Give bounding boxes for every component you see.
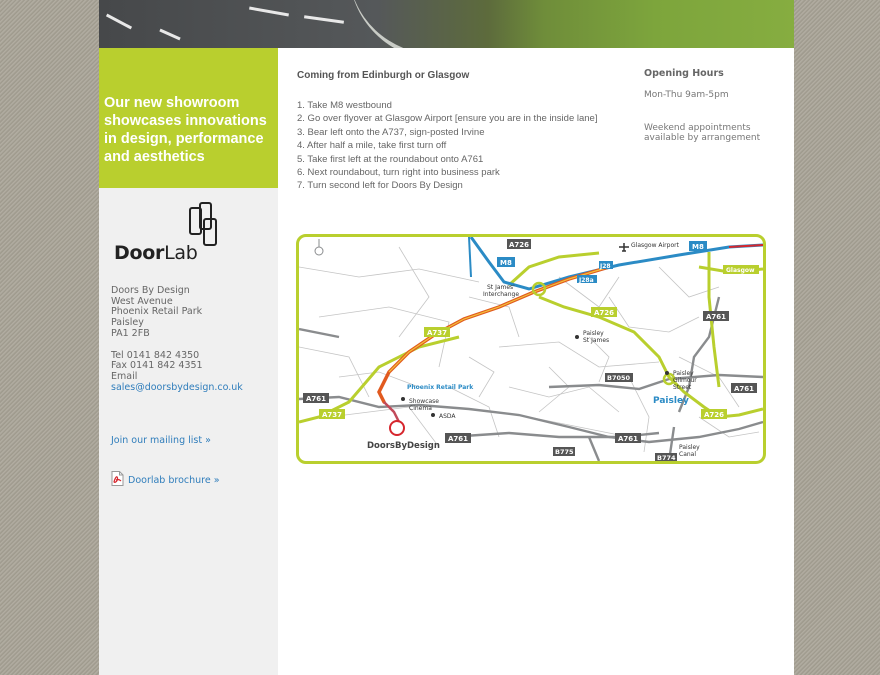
label-gilmour-1: Paisley [673,370,694,377]
label-phoenix: Phoenix Retail Park [407,384,474,391]
opening-hours [644,68,789,144]
svg-text:M8: M8 [500,259,512,267]
road-marking [106,14,132,30]
direction-step: 1. Take M8 westbound [297,100,392,111]
direction-step: 5. Take first left at the roundabout onto A761 [297,153,484,165]
label-m8-left [497,257,515,267]
label-a761-mid [445,433,471,443]
label-b7050 [605,373,633,382]
svg-text:A761: A761 [706,313,727,321]
svg-text:A726: A726 [509,241,530,249]
email-label: Email [111,370,138,382]
mailing-list-link[interactable]: Join our mailing list » [111,435,211,446]
svg-text:A761: A761 [306,395,327,403]
label-a726-top [507,239,531,249]
label-paisley: Paisley [653,396,689,406]
svg-text:Glasgow: Glasgow [726,267,755,274]
logo-word-light: Lab [164,242,198,264]
label-a761-right [731,383,757,393]
airport-icon [619,243,629,251]
label-j28a [577,275,597,284]
station-icon [401,397,405,401]
address-block [111,286,271,393]
label-brand: DoorsByDesign [367,441,440,451]
direction-step: 7. Turn second left for Doors By Design [297,180,463,192]
label-a761-right-top [703,311,729,321]
label-st-james-2: Interchange [483,291,520,298]
svg-text:A761: A761 [618,435,639,443]
hours-weekday: Mon-Thu 9am-5pm [644,90,729,100]
svg-text:A726: A726 [704,411,725,419]
label-showcase-2: Cinema [409,405,432,412]
road-marking [249,7,289,17]
svg-text:J28: J28 [600,263,611,270]
header-road-banner [99,0,794,48]
label-asda: ASDA [439,413,456,420]
fax: Fax 0141 842 4351 [111,360,203,372]
logo-word-bold: Door [114,242,165,264]
directions-title: Coming from Edinburgh or Glasgow [297,70,470,81]
svg-text:J28a: J28a [579,277,594,284]
tagline-panel [99,48,278,188]
address-line: Phoenix Retail Park [111,306,203,318]
label-a726-right [701,409,727,419]
tagline-text: Our new showroom showcases innovations in design, performance and aesthetics [104,95,267,165]
hours-title: Opening Hours [644,68,724,79]
label-a726-mid [591,307,617,317]
label-gilmour-3: Street [673,384,692,391]
north-arrow-icon [315,239,323,255]
doorlab-logo [113,202,233,262]
svg-text:A726: A726 [594,309,615,317]
pdf-icon [111,471,124,486]
direction-step: 6. Next roundabout, turn right into business park [297,167,500,179]
svg-text:M8: M8 [692,243,704,251]
logo-wordmark [114,242,197,264]
destination-marker [390,421,404,435]
svg-text:B774: B774 [657,454,676,461]
svg-text:A761: A761 [448,435,469,443]
road-number-labels [303,239,759,461]
telephone: Tel 0141 842 4350 [111,349,200,361]
label-a761-left [303,393,329,403]
direction-step: 3. Bear left onto the A737, sign-posted Irvine [297,126,485,138]
station-icon [665,371,669,375]
address-line: PA1 2FB [111,327,150,339]
hours-weekend-line1: Weekend appointments [644,122,751,133]
label-paisley-st-james-2: St James [583,337,610,344]
label-st-james-1: St James' [487,284,515,291]
svg-text:A737: A737 [427,329,448,337]
svg-text:B7050: B7050 [607,374,631,382]
station-icon [431,413,435,417]
address-line: West Avenue [111,295,173,307]
svg-text:A761: A761 [734,385,755,393]
label-a737-left [319,409,345,419]
direction-step: 4. After half a mile, take first turn off [297,140,447,152]
page [99,0,794,675]
direction-step: 2. Go over flyover at Glasgow Airport [ensure you are in the inside lane] [297,113,598,125]
address-line: Doors By Design [111,285,190,296]
directions-steps [297,99,627,193]
label-gilmour-2: Gilmour [673,377,697,384]
road-marking [304,15,344,24]
sidebar [99,48,278,675]
label-b775 [553,447,575,456]
map-graphic [299,237,763,461]
email-link[interactable]: sales@doorsbydesign.co.uk [111,381,243,393]
label-canal-1: Paisley [679,444,700,451]
street-network [299,247,759,452]
label-j28 [599,261,613,270]
road-marking [159,29,180,41]
label-paisley-st-james-1: Paisley [583,330,604,337]
label-a737-mid [424,327,450,337]
road-kerb [349,0,549,48]
brochure-link[interactable]: Doorlab brochure » [128,475,220,486]
svg-text:B775: B775 [555,448,574,456]
label-canal-2: Canal [679,451,697,458]
label-a761-bottom [615,433,641,443]
label-b774 [655,453,677,461]
station-icon [575,335,579,339]
location-map[interactable] [296,234,766,464]
hours-weekend-line2: available by arrangement [644,133,761,143]
address-line: Paisley [111,317,144,329]
route-overlay [389,267,609,372]
label-airport: Glasgow Airport [631,242,679,249]
label-showcase-1: Showcase [409,398,439,405]
directions [297,70,627,193]
brochure-row [111,471,220,486]
label-m8-right [689,241,707,251]
label-glasgow-sign [723,265,759,274]
svg-text:A737: A737 [322,411,343,419]
